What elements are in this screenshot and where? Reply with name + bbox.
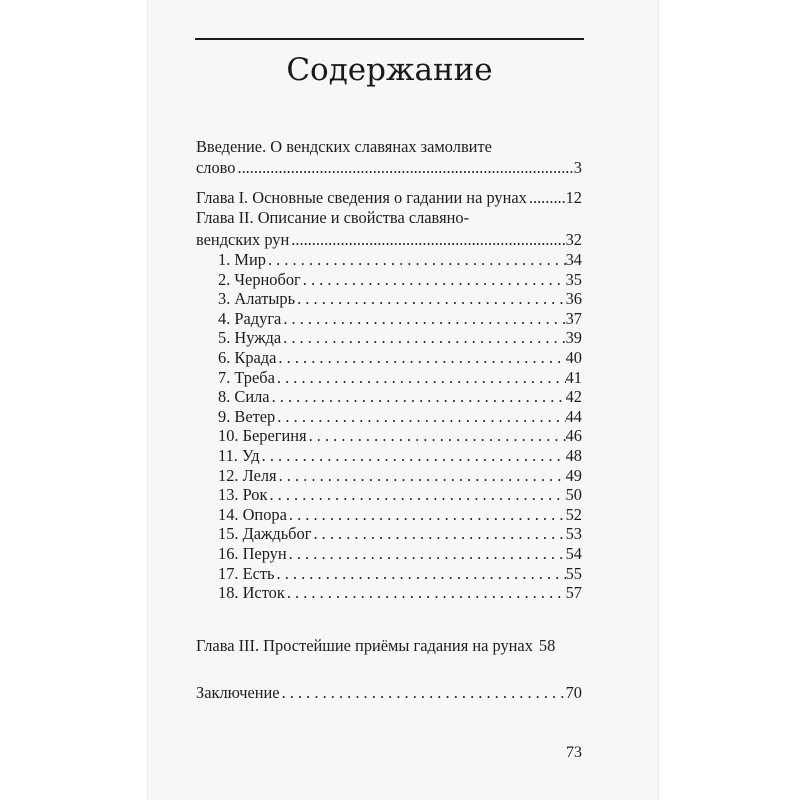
toc-rune-label: 16. Перун [218, 544, 287, 563]
dot-leader [270, 387, 566, 407]
toc-page-number: 52 [565, 504, 582, 524]
toc-rune-item[interactable] [218, 348, 582, 368]
toc-conclusion-label: Заключение [196, 683, 280, 702]
page-title: Содержание [286, 52, 493, 88]
toc-page-number: 41 [565, 367, 582, 387]
toc-rune-item[interactable] [218, 270, 582, 290]
toc-rune-item[interactable] [218, 387, 582, 407]
toc-page-number: 55 [565, 563, 582, 583]
dot-leader [285, 583, 566, 603]
toc-rune-label: 15. Даждьбог [218, 524, 312, 544]
toc-rune-label: 1. Мир [218, 250, 266, 269]
toc-page-number: 39 [565, 328, 582, 348]
toc-chapter-2-line2[interactable] [196, 230, 582, 250]
toc-rune-item[interactable] [218, 426, 582, 446]
dot-leader [527, 188, 566, 208]
page-number: 73 [566, 744, 582, 761]
toc-page-number: 42 [565, 387, 582, 407]
toc-page-number: 34 [565, 250, 582, 269]
toc-rune-item[interactable] [218, 309, 582, 329]
toc-rune-item[interactable] [218, 505, 582, 525]
header-rule [195, 38, 584, 40]
toc-chapter-1-label: Глава I. Основные сведения о гадании на рунах [196, 188, 527, 207]
toc-intro-line1[interactable] [196, 137, 582, 157]
toc-rune-label: 13. Рок [218, 485, 268, 505]
toc-rune-label: 2. Чернобог [218, 269, 301, 289]
toc-page-number: 49 [565, 465, 582, 485]
dot-leader [276, 348, 565, 368]
toc-chapter-2-line1[interactable] [196, 208, 582, 228]
toc-page-number: 32 [565, 230, 582, 249]
toc-page-number: 37 [565, 308, 582, 328]
toc-chapter-3[interactable] [196, 636, 582, 656]
dot-leader [277, 466, 566, 486]
dot-leader [287, 505, 566, 525]
toc-conclusion[interactable] [196, 683, 582, 703]
dot-leader [289, 230, 565, 250]
toc-rune-label: 12. Леля [218, 465, 277, 485]
toc-intro-line2[interactable] [196, 158, 582, 178]
toc-chapter-3-label: Глава III. Простейшие приёмы гадания на рунах [196, 636, 533, 655]
dot-leader [281, 309, 565, 329]
toc-rune-label: 3. Алатырь [218, 289, 296, 309]
toc-rune-label: 18. Исток [218, 583, 285, 603]
toc-chapter-2-label: Глава II. Описание и свойства славяно- [196, 208, 470, 227]
toc-intro-text-cont: слово [196, 158, 236, 177]
toc-page-number: 58 [538, 636, 556, 655]
toc-page-number: 40 [565, 348, 582, 367]
toc-page-number: 35 [565, 269, 582, 289]
toc-rune-item[interactable] [218, 368, 582, 388]
toc-page-number: 54 [565, 544, 582, 563]
dot-leader [235, 158, 573, 178]
toc-page-number: 70 [565, 683, 582, 702]
toc-rune-item[interactable] [218, 250, 582, 270]
dot-leader [266, 250, 566, 270]
toc-rune-item[interactable] [218, 564, 582, 584]
toc-page-number: 44 [565, 406, 582, 426]
dot-leader [307, 426, 566, 446]
toc-rune-item[interactable] [218, 544, 582, 564]
dot-leader [275, 564, 566, 584]
toc-page-number: 48 [565, 446, 582, 465]
toc-chapter-1[interactable] [196, 188, 582, 208]
toc-rune-label: 8. Сила [218, 387, 270, 407]
toc-rune-item[interactable] [218, 485, 582, 505]
dot-leader [281, 328, 565, 348]
toc-page-number: 53 [565, 524, 582, 544]
toc-rune-item[interactable] [218, 407, 582, 427]
toc-intro-text: Введение. О вендских славянах замолвите [196, 137, 492, 156]
toc-rune-label: 10. Берегиня [218, 426, 307, 446]
toc-page-number: 46 [565, 426, 582, 446]
toc-rune-item[interactable] [218, 328, 582, 348]
dot-leader [260, 446, 566, 466]
dot-leader [275, 407, 565, 427]
dot-leader [280, 683, 566, 703]
toc-rune-item[interactable] [218, 466, 582, 486]
dot-leader [267, 485, 565, 505]
toc-rune-label: 9. Ветер [218, 406, 276, 426]
toc-page-number: 36 [565, 289, 582, 309]
dot-leader [311, 524, 565, 544]
toc-rune-label: 4. Радуга [218, 308, 282, 328]
toc-rune-item[interactable] [218, 289, 582, 309]
toc-page-number: 50 [565, 485, 582, 505]
toc-chapter-2-label-cont: вендских рун [196, 230, 290, 249]
toc-rune-label: 5. Нужда [218, 328, 282, 348]
dot-leader [301, 270, 566, 290]
toc-rune-item[interactable] [218, 446, 582, 466]
toc-page-number: 57 [565, 583, 582, 603]
toc-rune-item[interactable] [218, 583, 582, 603]
dot-leader [295, 289, 566, 309]
dot-leader [275, 368, 566, 388]
toc-rune-item[interactable] [218, 524, 582, 544]
toc-page-number: 3 [573, 158, 582, 177]
toc-rune-label: 11. Уд [218, 446, 260, 465]
dot-leader [287, 544, 566, 564]
toc-rune-label: 14. Опора [218, 504, 287, 524]
toc-rune-label: 17. Есть [218, 563, 275, 583]
toc-rune-label: 7. Треба [218, 367, 275, 387]
toc-page-number: 12 [565, 188, 582, 207]
toc-rune-label: 6. Крада [218, 348, 277, 367]
